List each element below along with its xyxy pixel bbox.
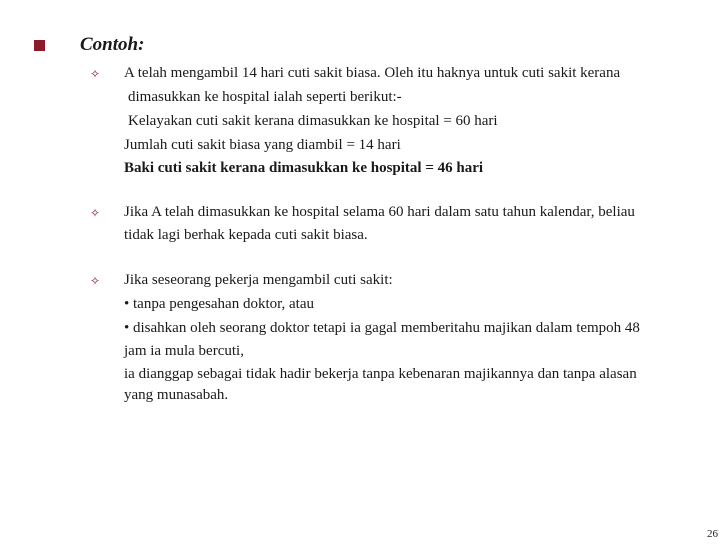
point3-line5: ia dianggap sebagai tidak hadir bekerja tanpa kebenaran majikannya dan tanpa alasan — [124, 366, 637, 382]
slide-heading: Contoh: — [80, 34, 145, 55]
diamond-outline-icon: ✧ — [90, 67, 101, 81]
point3-line1: Jika seseorang pekerja mengambil cuti sakit: — [124, 272, 393, 288]
point1-line5: Baki cuti sakit kerana dimasukkan ke hospital = 46 hari — [124, 160, 484, 176]
point1-line2: dimasukkan ke hospital ialah seperti berikut:- — [128, 89, 402, 105]
point3-line3: • disahkan oleh seorang doktor tetapi ia gagal memberitahu majikan dalam tempoh 48 — [124, 320, 640, 336]
point2-line2: tidak lagi berhak kepada cuti sakit biasa. — [124, 227, 368, 243]
point3-line2: • tanpa pengesahan doktor, atau — [124, 296, 314, 312]
point1-line3: Kelayakan cuti sakit kerana dimasukkan ke hospital = 60 hari — [128, 113, 498, 129]
point3-line4: jam ia mula bercuti, — [124, 343, 244, 359]
diamond-outline-icon: ✧ — [90, 206, 101, 220]
diamond-outline-icon: ✧ — [90, 274, 101, 288]
page-number: 26 — [707, 528, 718, 540]
point1-line1: A telah mengambil 14 hari cuti sakit biasa. Oleh itu haknya untuk cuti sakit kerana — [124, 65, 621, 81]
point3-line6: yang munasabah. — [124, 387, 229, 403]
square-bullet-icon — [34, 40, 45, 51]
point1-line4: Jumlah cuti sakit biasa yang diambil = 14 hari — [124, 137, 401, 153]
point2-line1: Jika A telah dimasukkan ke hospital selama 60 hari dalam satu tahun kalendar, beliau — [124, 204, 635, 220]
